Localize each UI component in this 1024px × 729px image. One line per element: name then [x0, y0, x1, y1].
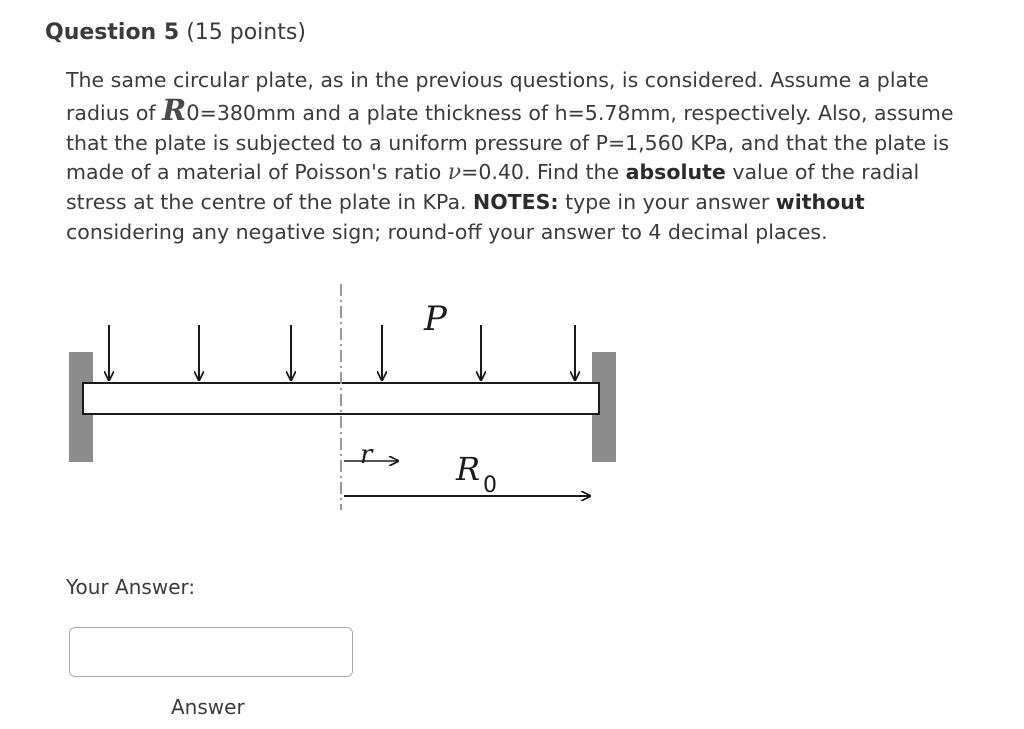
question-text-part-3: =0.40. Find the	[461, 160, 626, 185]
radius-label-subscript: 0	[483, 473, 497, 498]
r-label: r	[360, 440, 373, 470]
radius-label: R	[456, 450, 481, 488]
question-text	[66, 66, 986, 248]
question-title: Question 5	[45, 20, 180, 45]
emphasis-without: without	[775, 190, 865, 215]
question-text-part-2: =380mm and a plate thickness of h=5.78mm, respectively. Also, assume that the plate is subjected to a uniform pressure of P=1,560 KPa, and that the plate is made of a material of Poisson's ratio	[66, 100, 954, 185]
answer-caption: Answer	[171, 695, 245, 719]
poisson-symbol: ν	[447, 160, 462, 186]
question-text-part-5: type in your answer	[558, 190, 776, 215]
your-answer-label: Your Answer:	[66, 575, 196, 599]
question-points: (15 points)	[186, 20, 306, 45]
radius-symbol: R	[162, 92, 187, 127]
question-text-part-6: considering any negative sign; round-off your answer to 4 decimal places.	[66, 219, 828, 244]
radius-subscript: 0	[186, 100, 200, 125]
question-text-part-1: The same circular plate, as in the previous questions, is considered. Assume a plate radius of	[66, 68, 929, 125]
emphasis-notes: NOTES:	[473, 190, 559, 215]
emphasis-absolute: absolute	[625, 160, 726, 185]
answer-input[interactable]	[69, 627, 353, 677]
question-text-part-4: value of the radial stress at the centre of the plate in KPa.	[66, 160, 920, 215]
plate-diagram	[60, 280, 640, 520]
question-header	[45, 18, 306, 48]
pressure-label: P	[424, 299, 447, 339]
